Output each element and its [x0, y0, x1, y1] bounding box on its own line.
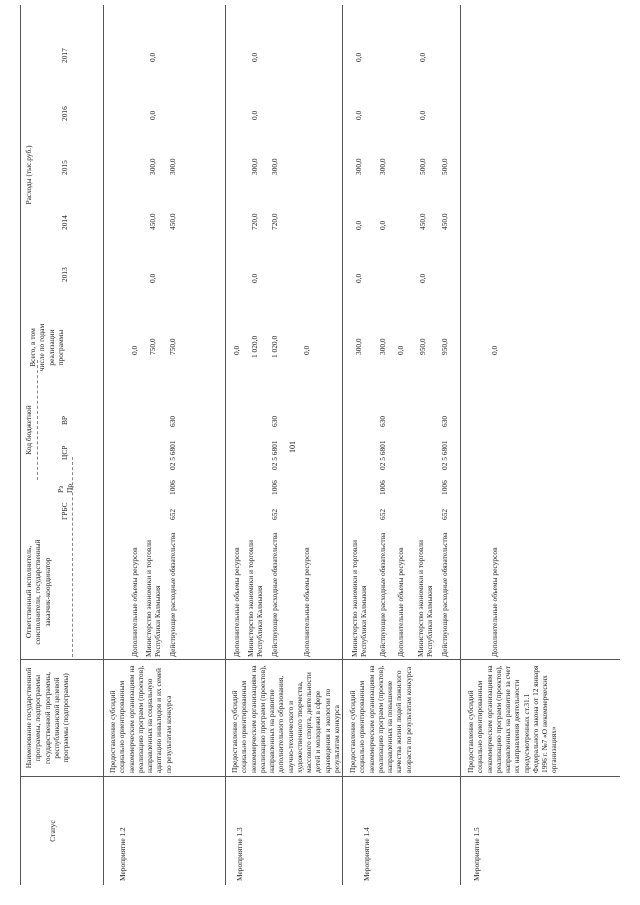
row-separator — [225, 5, 226, 885]
line-executor: Действующие расходные обязательства — [378, 532, 387, 657]
line-total: 1 020,0 — [270, 335, 279, 358]
line-2016: 0,0 — [148, 110, 157, 120]
line-2016: 0,0 — [418, 110, 427, 120]
line-csr: 02 5 6801 — [440, 440, 449, 470]
line-grbs: 652 — [270, 508, 279, 520]
page-number: 101 — [288, 441, 297, 453]
line-total: 950,0 — [418, 338, 427, 355]
col-divider-status — [20, 776, 620, 777]
line-csr: 02 5 6801 — [168, 440, 177, 470]
header-executor: Ответственный исполнитель, соисполнители, государственный заказчик-координатор — [24, 539, 52, 645]
line-2013: 0,0 — [418, 273, 427, 283]
line-2015: 500,0 — [440, 158, 449, 175]
line-2014: 450,0 — [148, 213, 157, 230]
line-executor: Действующие расходные обязательства — [440, 532, 449, 657]
line-2015: 500,0 — [418, 158, 427, 175]
line-rzpr: 1006 — [440, 480, 449, 495]
header-csr: ЦСР — [60, 445, 69, 460]
line-executor: Дополнительные объемы ресурсов — [396, 547, 405, 657]
line-2013: 0,0 — [354, 273, 363, 283]
line-total: 750,0 — [148, 338, 157, 355]
row-status: Мероприятие 1.2 — [118, 827, 127, 881]
line-executor: Министерство экономики и торговли Республики Калмыкия — [350, 540, 369, 657]
line-grbs: 652 — [378, 508, 387, 520]
line-total: 300,0 — [378, 338, 387, 355]
line-2015: 300,0 — [168, 158, 177, 175]
line-2015: 300,0 — [270, 158, 279, 175]
line-total: 300,0 — [354, 338, 363, 355]
header-year-2014: 2014 — [60, 215, 69, 230]
line-2013: 0,0 — [250, 273, 259, 283]
header-total: Всего, в том числе по годам реализации программы — [28, 323, 65, 372]
line-2016: 0,0 — [250, 110, 259, 120]
line-total: 0,0 — [490, 345, 499, 355]
header-budget-code: Код бюджетной — [24, 405, 33, 455]
line-total: 0,0 — [130, 345, 139, 355]
line-2014: 0,0 — [354, 220, 363, 230]
line-2014: 450,0 — [440, 213, 449, 230]
header-bottom-border — [103, 5, 104, 885]
row-separator — [460, 5, 461, 885]
line-2016: 0,0 — [354, 110, 363, 120]
line-vr: 630 — [168, 415, 177, 427]
line-2015: 300,0 — [250, 158, 259, 175]
line-grbs: 652 — [168, 508, 177, 520]
header-program-name: Наименование государственной программы, подпрограммы государственной программы, республиканской целевой программы (подпрограммы) — [24, 667, 70, 769]
line-total: 1 020,0 — [250, 335, 259, 358]
line-executor: Дополнительные объемы ресурсов — [302, 547, 311, 657]
line-rzpr: 1006 — [378, 480, 387, 495]
row-program-name: Предоставление субсидий социально ориентированным некоммерческим организациям на реализацию программ (проектов), направленных на повышение качества жизни людей пожилого возраста по результатам конкурса — [348, 665, 413, 773]
line-rzpr: 1006 — [270, 480, 279, 495]
header-year-2015: 2015 — [60, 160, 69, 175]
line-vr: 630 — [440, 415, 449, 427]
line-2015: 300,0 — [148, 158, 157, 175]
row-program-name: Предоставление субсидий социально ориентированным некоммерческим организациям на реализацию программ (проектов), направленных на развитие дополнительного образования, научно-технического и художественного творчества, массового спорта, деятельности детей и молодежи в сфере краеведения и экологии по результатам конкурса — [230, 665, 341, 773]
row-status: Мероприятие 1.4 — [362, 827, 371, 881]
line-2017: 0,0 — [354, 52, 363, 62]
header-dash-2 — [37, 360, 38, 480]
header-rzpr: Рз Пр — [56, 483, 75, 493]
line-2015: 300,0 — [354, 158, 363, 175]
line-2015: 300,0 — [378, 158, 387, 175]
header-expenses: Расходы (тыс.руб.) — [24, 145, 33, 205]
line-vr: 630 — [270, 415, 279, 427]
line-executor: Действующие расходные обязательства — [168, 532, 177, 657]
line-2014: 450,0 — [168, 213, 177, 230]
row-separator — [342, 5, 343, 885]
row-status: Мероприятие 1.5 — [472, 827, 481, 881]
row-program-name: Предоставление субсидий социально ориентированным некоммерческим организациям на реализацию программ (проектов), направленных на социальную адаптацию инвалидов и их семей по результатам конкурса — [108, 665, 173, 773]
line-executor: Министерство экономики и торговли Республики Калмыкия — [246, 540, 265, 657]
header-grbs: ГРБС — [60, 502, 69, 520]
line-executor: Министерство экономики и торговли Республики Калмыкия — [416, 540, 435, 657]
header-year-2017: 2017 — [60, 48, 69, 63]
line-executor: Министерство экономики и торговли Республики Калмыкия — [144, 540, 163, 657]
line-2014: 450,0 — [418, 213, 427, 230]
line-2014: 720,0 — [250, 213, 259, 230]
line-executor: Дополнительные объемы ресурсов — [232, 547, 241, 657]
line-2014: 0,0 — [378, 220, 387, 230]
rotated-table — [20, 5, 620, 885]
line-2017: 0,0 — [148, 52, 157, 62]
line-csr: 02 5 6801 — [270, 440, 279, 470]
line-2013: 0,0 — [148, 273, 157, 283]
header-year-2013: 2013 — [60, 267, 69, 282]
line-2017: 0,0 — [250, 52, 259, 62]
line-2014: 720,0 — [270, 213, 279, 230]
line-total: 0,0 — [232, 345, 241, 355]
row-program-name: Предоставление субсидий социально ориентированным некоммерческим организациям на реализацию программ (проектов), направленных на развитие за счет их направления деятельности предусмотренных ст.31.1 Федерального закона от 12 января 1996 г. №7 «О некоммерческих организациях» — [466, 665, 559, 773]
line-rzpr: 1006 — [168, 480, 177, 495]
line-grbs: 652 — [440, 508, 449, 520]
line-csr: 02 5 6801 — [378, 440, 387, 470]
row-status: Мероприятие 1.3 — [235, 827, 244, 881]
header-year-2016: 2016 — [60, 106, 69, 121]
line-vr: 630 — [378, 415, 387, 427]
line-executor: Дополнительные объемы ресурсов — [490, 547, 499, 657]
line-total: 750,0 — [168, 338, 177, 355]
col-divider-name — [20, 659, 620, 660]
line-executor: Действующие расходные обязательства — [270, 532, 279, 657]
line-executor: Дополнительные объемы ресурсов — [130, 547, 139, 657]
header-status: Статус — [48, 820, 57, 842]
line-total: 0,0 — [302, 345, 311, 355]
line-total: 950,0 — [440, 338, 449, 355]
line-total: 0,0 — [396, 345, 405, 355]
line-2017: 0,0 — [418, 52, 427, 62]
header-vr: ВР — [60, 415, 69, 425]
table-top-border — [20, 5, 21, 885]
